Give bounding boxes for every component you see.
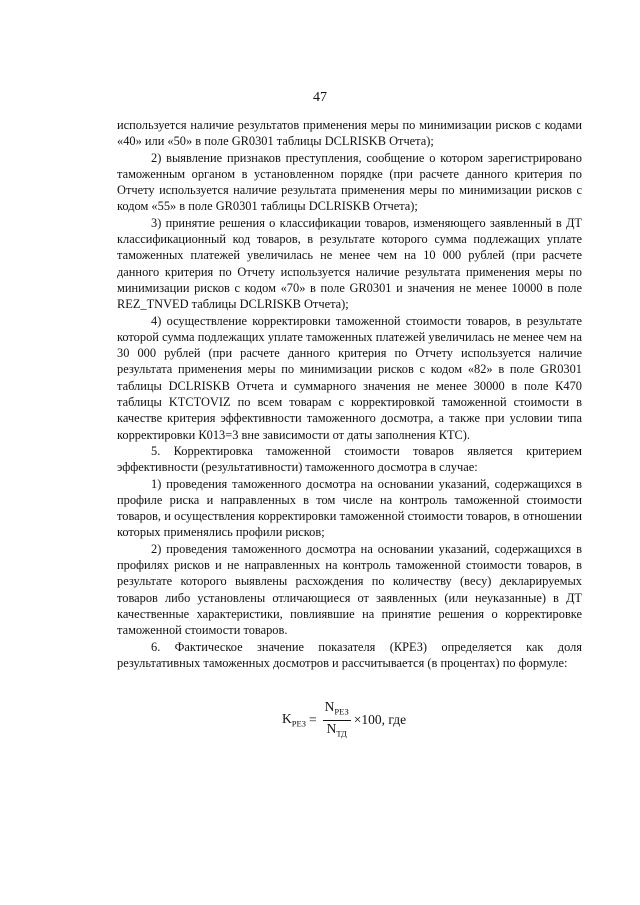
paragraph-section-5-item-1: 1) проведения таможенного досмотра на основании указаний, содержащихся в профиле риска и направленных в том числе на контроль таможенной стоимости товаров, и осуществления корректировки таможенной стоимости товаров, в отношении которых применялись профили рисков;: [117, 476, 582, 540]
formula-denominator: $N_{ТД}$: [326, 720, 347, 739]
document-body: [117, 117, 582, 671]
paragraph-item-2: 2) выявление признаков преступления, сообщение о котором зарегистрировано таможенным органом в установленном порядке (при расчете данного критерия по Отчету используется наличие результата применения меры по минимизации рисков с кодом «55» в поле GR0301 таблицы DCLRISKB Отчета);: [117, 150, 582, 214]
formula: [0, 700, 640, 740]
paragraph-item-3: 3) принятие решения о классификации товаров, изменяющего заявленный в ДТ классификационный код товаров, в результате которого сумма подлежащих уплате таможенных платежей увеличилась не менее чем на 10 000 рублей (при расчете данного критерия по Отчету используется наличие результата применения меры по минимизации рисков с кодом «70» в поле GR0301 и значения не менее 10000 в поле REZ_TNVED таблицы DCLRISKB Отчета);: [117, 215, 582, 312]
paragraph-section-5-item-2: 2) проведения таможенного досмотра на основании указаний, содержащихся в профилях рисков и не направленных на контроль таможенной стоимости товаров, в результате которого выявлены расхождения по количеству (весу) декларируемых товаров либо установлены отличающиеся от заявленных (или неуказанные) в ДТ качественные характеристики, повлиявшие на принятие решения о корректировке таможенной стоимости товаров.: [117, 541, 582, 638]
formula-fraction: [323, 699, 351, 741]
formula-expression: [282, 700, 406, 740]
formula-numerator: $N_{РЕЗ}$: [323, 699, 351, 721]
paragraph-continuation: используется наличие результатов применения меры по минимизации рисков с кодами «40» или «50» в поле GR0301 таблицы DCLRISKB Отчета);: [117, 118, 582, 149]
paragraph-section-5: 5. Корректировка таможенной стоимости товаров является критерием эффективности (результативности) таможенного досмотра в случае:: [117, 443, 582, 475]
formula-equals: =: [309, 712, 317, 727]
paragraph-section-6: 6. Фактическое значение показателя (КРЕЗ) определяется как доля результативных таможенных досмотров и рассчитывается (в процентах) по формуле:: [117, 639, 582, 670]
paragraph-item-4: 4) осуществление корректировки таможенной стоимости товаров, в результате которой сумма подлежащих уплате таможенных платежей увеличилась не менее чем на 30 000 рублей (при расчете данного критерия по Отчету используется наличие результата применения меры по минимизации рисков с кодом «82» в поле GR0301 таблицы DCLRISKB Отчета и суммарного значения не менее 30000 в поле К470 таблицы KTCTOVIZ по всем товарам с корректировкой таможенной стоимости в качестве критерия эффективности таможенного досмотра, а также при условии типа корректировки К013=3 вне зависимости от даты заполнения КТС).: [117, 313, 582, 442]
page-number: 47: [313, 90, 327, 105]
formula-tail: ×100, где: [353, 712, 407, 727]
formula-lhs: $K_{РЕЗ}$: [282, 711, 307, 729]
